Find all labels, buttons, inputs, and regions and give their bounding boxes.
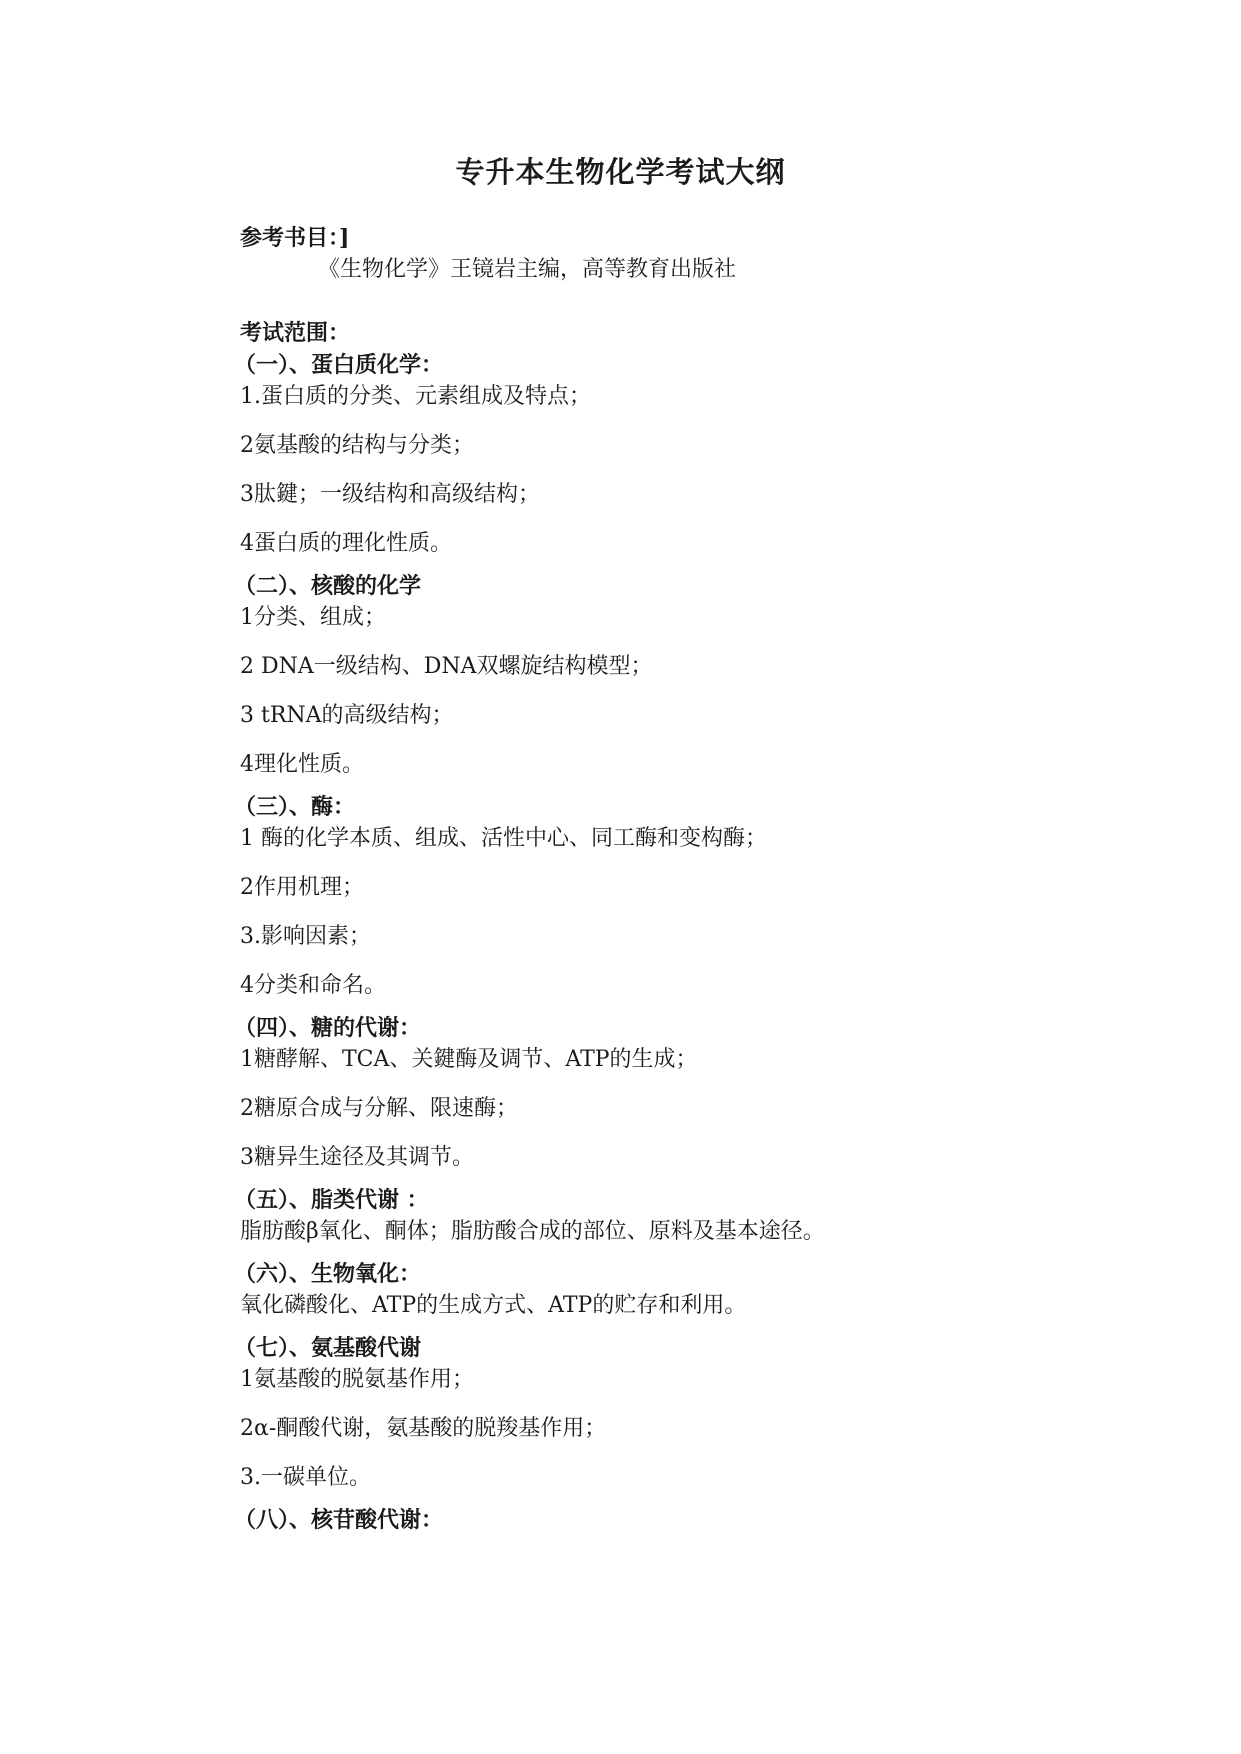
section-heading: （七）、氨基酸代谢 [234, 1335, 422, 1361]
list-item: 3肽鍵；一级结构和高级结构； [240, 482, 540, 507]
list-item: 2作用机理； [240, 875, 364, 900]
list-item: 1氨基酸的脱氨基作用； [240, 1367, 474, 1392]
reference-text: 《生物化学》王镜岩主编，高等教育出版社 [318, 257, 737, 282]
section-heading: （八）、核苷酸代谢： [234, 1507, 444, 1533]
list-item: 1糖酵解、TCA、关鍵酶及调节、ATP的生成； [240, 1047, 698, 1072]
list-item: 4蛋白质的理化性质。 [240, 531, 452, 556]
scope-heading: 考试范围： [240, 320, 351, 346]
list-item: 4分类和命名。 [240, 973, 386, 998]
document-title: 专升本生物化学考试大纲 [455, 155, 786, 189]
section-heading: （四）、糖的代谢： [234, 1015, 422, 1041]
list-item: 3 tRNA的高级结构； [240, 703, 454, 728]
section-heading: （五）、脂类代谢 ： [234, 1187, 429, 1213]
section-heading: （一）、蛋白质化学： [234, 352, 444, 378]
reference-heading: 参考书目：] [240, 225, 350, 251]
section-heading: （三）、酶： [234, 794, 356, 820]
list-item: 氧化磷酸化、ATP的生成方式、ATP的贮存和利用。 [240, 1293, 747, 1318]
list-item: 2α-酮酸代谢，氨基酸的脱羧基作用； [240, 1416, 607, 1441]
section-heading: （六）、生物氧化： [234, 1261, 422, 1287]
list-item: 3.影响因素； [240, 924, 371, 949]
list-item: 1.蛋白质的分类、元素组成及特点； [240, 384, 591, 409]
list-item: 3糖异生途径及其调节。 [240, 1145, 474, 1170]
document-body [234, 222, 1180, 1536]
list-item: 1 酶的化学本质、组成、活性中心、同工酶和变构酶； [240, 826, 767, 851]
section-heading: （二）、核酸的化学 [234, 573, 422, 599]
list-item: 2氨基酸的结构与分类； [240, 433, 474, 458]
list-item: 4理化性质。 [240, 752, 364, 777]
list-item: 2 DNA一级结构、DNA双螺旋结构模型； [240, 654, 653, 679]
list-item: 1分类、组成； [240, 605, 386, 630]
list-item: 脂肪酸β氧化、酮体；脂肪酸合成的部位、原料及基本途径。 [240, 1219, 825, 1244]
list-item: 3.一碳单位。 [240, 1465, 371, 1490]
list-item: 2糖原合成与分解、限速酶； [240, 1096, 518, 1121]
